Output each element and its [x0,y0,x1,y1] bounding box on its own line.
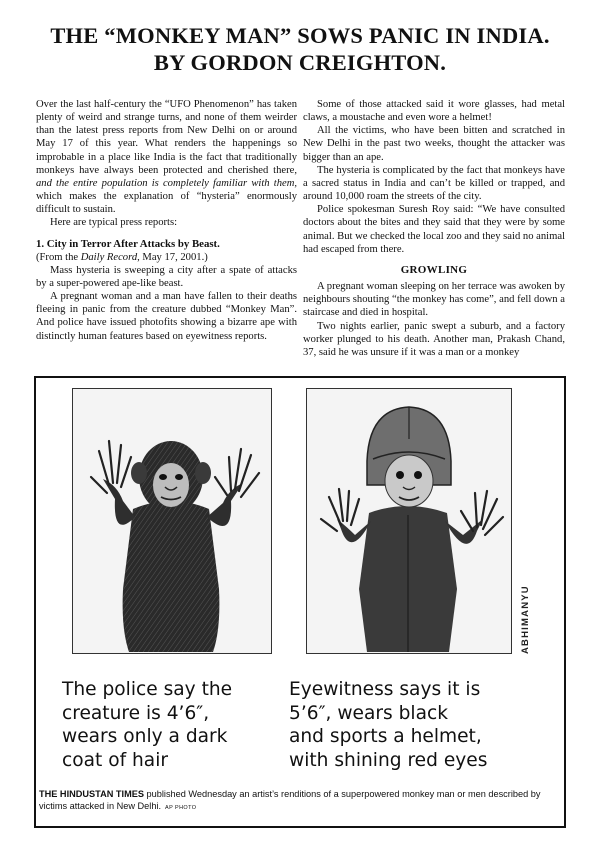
left-column [36,98,297,343]
report-heading: 1. City in Terror After Attacks by Beast. [36,237,220,250]
paragraph: Police spokesman Suresh Roy said: “We have consulted doctors about the bites and they said that they were by some animal. But we checked the local zoo and they said no animal had escaped from there. [303,204,565,255]
report-source: (From the Daily Record, May 17, 2001.) [36,251,208,263]
hairy-ape-man-sketch [73,389,270,652]
paragraph: A pregnant woman sleeping on her terrace was awoken by neighbours shouting “the monkey has come”, and fell down a staircase and died in hospital. [303,281,565,319]
caption-right: Eyewitness says it is 5’6″, wears black and sports a helmet, with shining red eyes [289,679,488,771]
paragraph: All the victims, who have been bitten and scratched in New Delhi in the past two weeks, thought the attacker was bigger than an ape. [303,125,565,163]
emphasis-text: and the entire population is completely familiar with them, [36,177,297,189]
helmeted-monkey-man-sketch [307,389,510,652]
newspaper-clipping-figure [34,376,566,828]
article-byline: BY GORDON CREIGHTON. [153,50,447,75]
article-title: THE “MONKEY MAN” SOWS PANIC IN INDIA. [50,23,550,48]
section-heading: GROWLING [400,263,468,276]
helmeted-monkey-man-illustration [306,388,512,654]
intro-paragraph: Over the last half-century the “UFO Phenomenon” has taken plenty of weird and strange turns, and none of them weirder than the latest press reports from New Delhi on or around May 17 of this year. What renders the happenings so improbable in a place like India is the fact that traditionally monkeys have always been protected and cherished there, and the entire population is completely familiar with them, which makes the explanation of “hysteria” enormously difficult to sustain. [36,99,297,216]
caption-left: The police say the creature is 4’6″, wears only a dark coat of hair [62,679,233,771]
paragraph: The hysteria is complicated by the fact that monkeys have a sacred status in India and can’t be killed or trapped, and around 10,000 roam the streets of the city. [303,164,565,203]
paragraph: Two nights earlier, panic swept a suburb, and a factory worker plunged to his death. Another man, Prakash Chand, 37, said he was unsure if it was a man or a monkey [303,320,565,358]
artist-signature: ABHIMANYU [520,585,531,654]
paragraph: Some of those attacked said it wore glasses, had metal claws, a moustache and even wore a helmet! [303,99,565,124]
press-reports-lead: Here are typical press reports: [50,217,178,229]
paragraph: A pregnant woman and a man have fallen to their deaths fleeing in panic from the creature dubbed “Monkey Man”. And police have issued photofits showing a bizarre ape with distinctly human features based on eyewitness reports. [36,291,297,342]
right-column [303,98,565,359]
photo-credit-caption: THE HINDUSTAN TIMES published Wednesday an artist’s renditions of a superpowered monkey man or men described by victims attacked in New Delhi. AP PHOTO [39,789,541,811]
paragraph: Mass hysteria is sweeping a city after a spate of attacks by a super-powered ape-like beast. [36,264,297,289]
hairy-ape-man-illustration [72,388,272,654]
agency-credit: AP PHOTO [165,804,197,811]
